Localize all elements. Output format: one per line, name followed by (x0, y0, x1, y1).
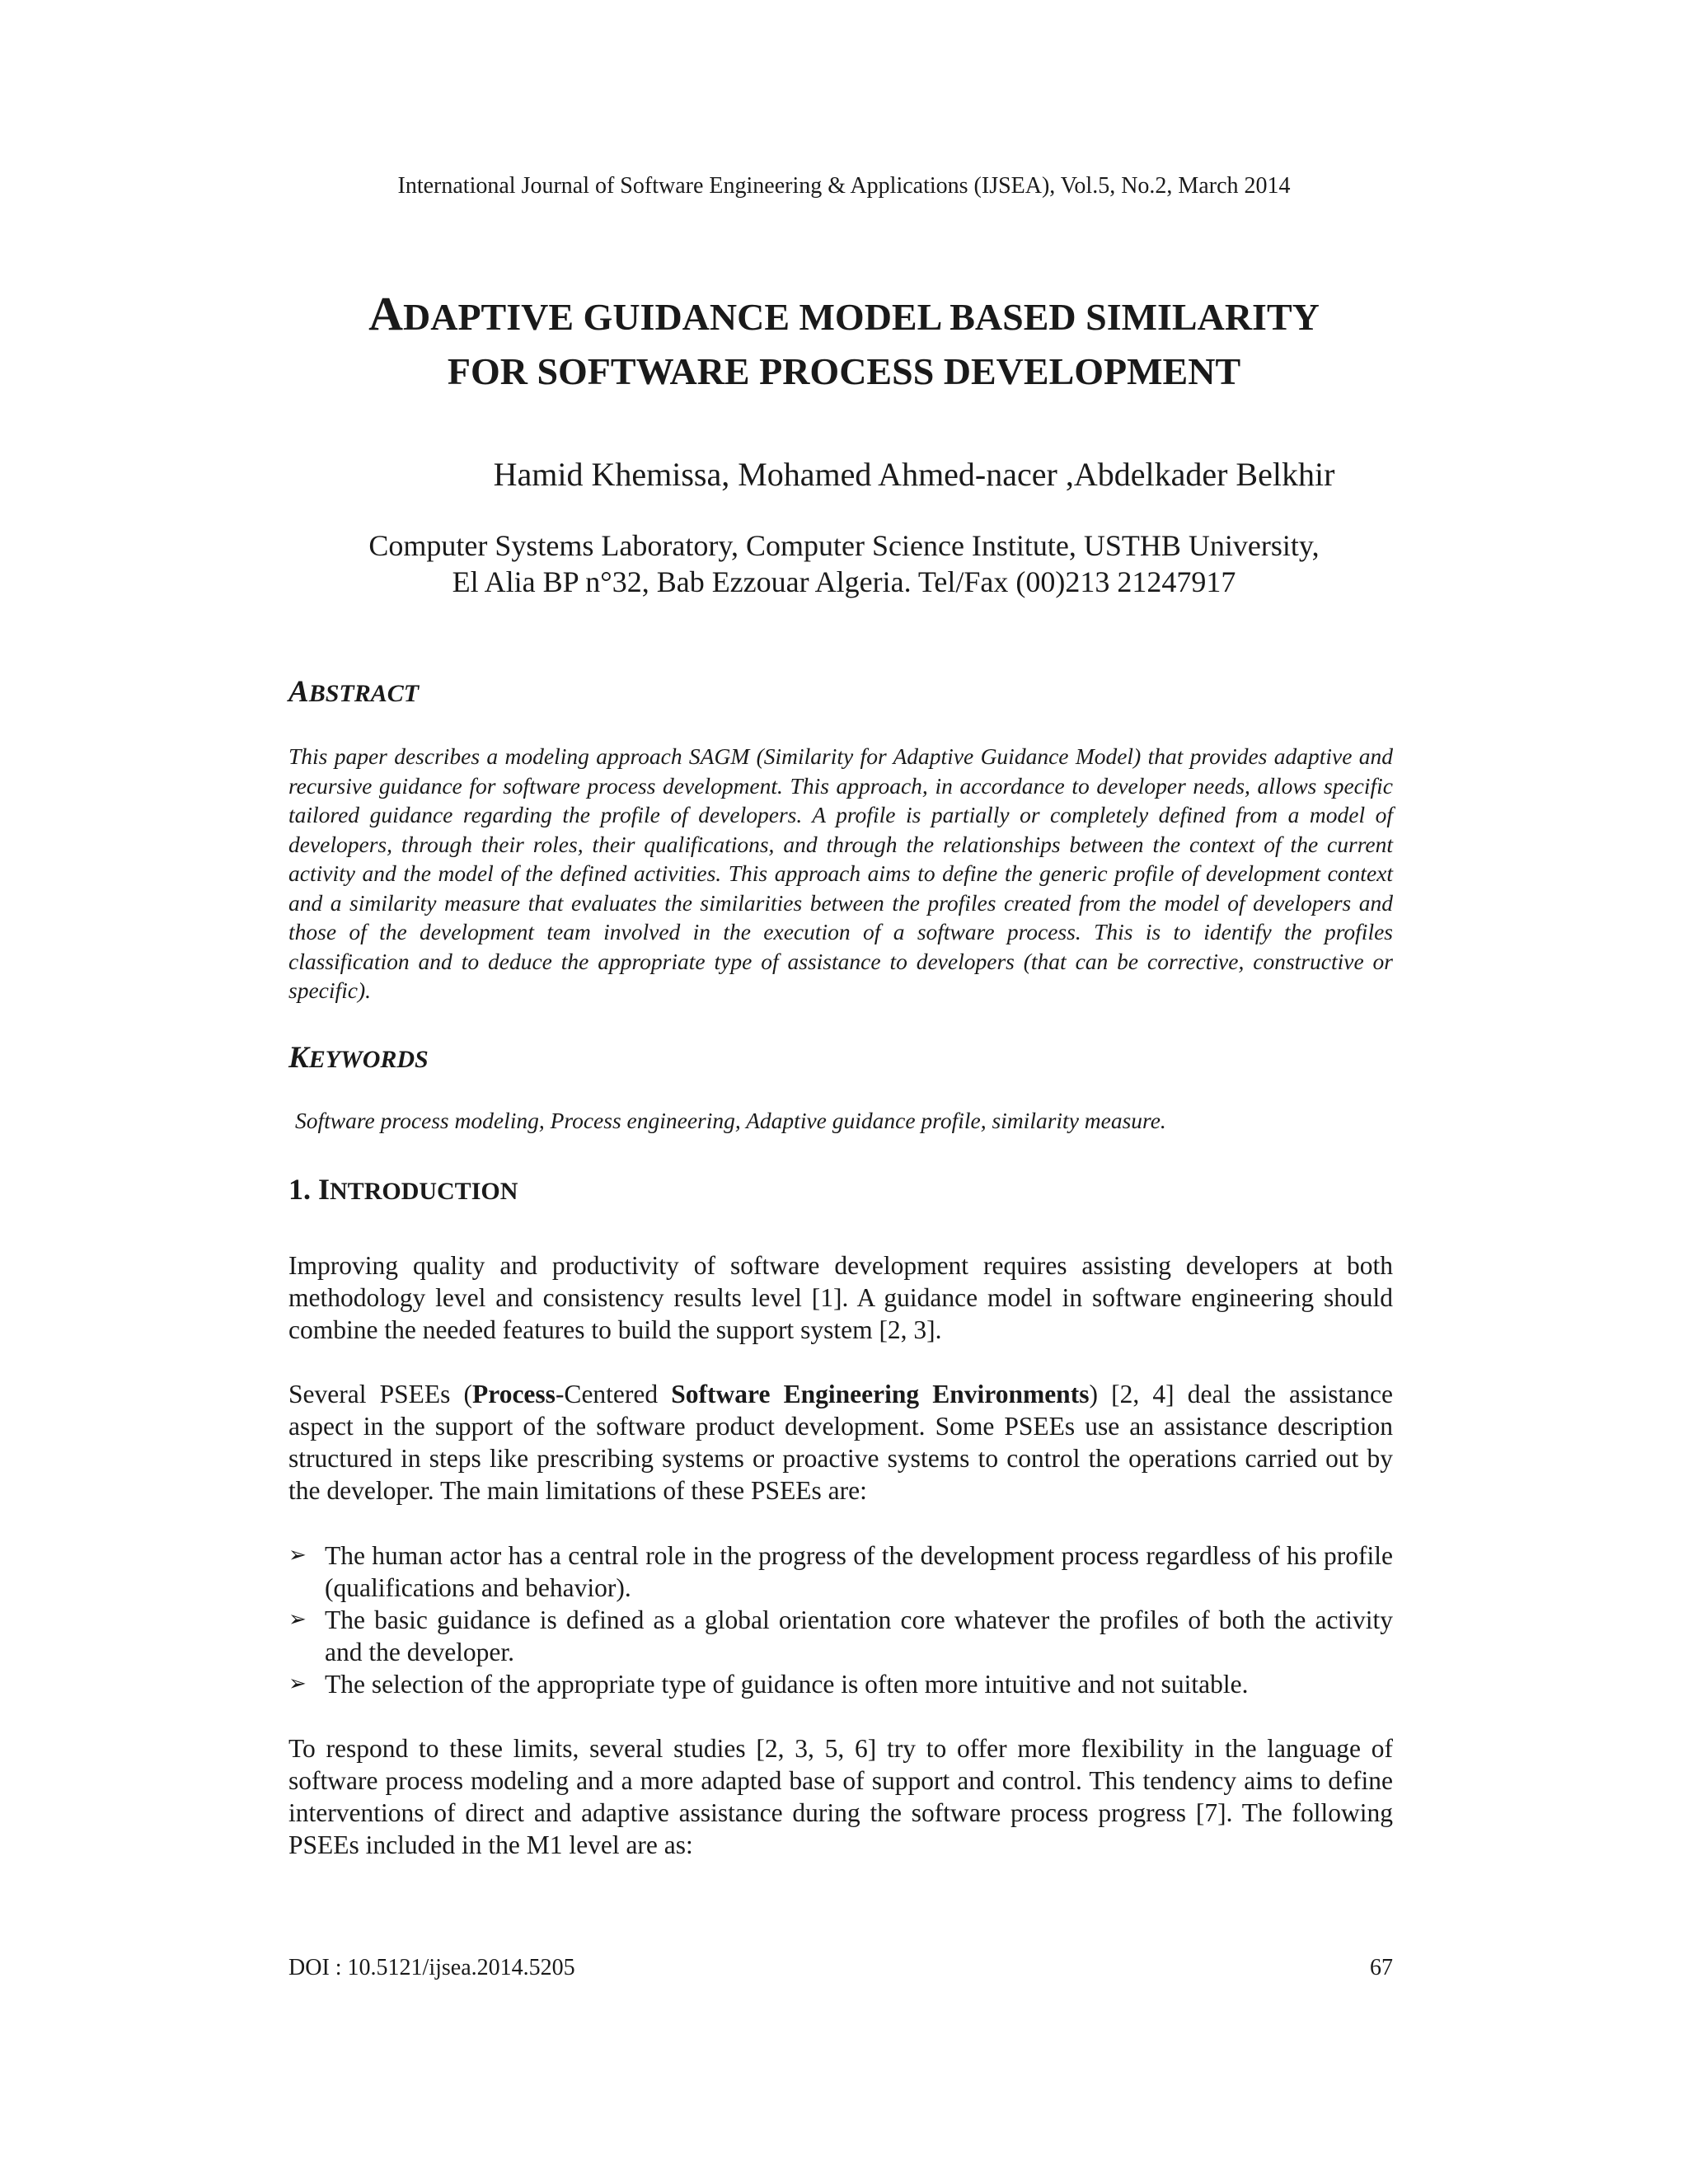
abstract-text: This paper describes a modeling approach SAGM (Similarity for Adaptive Guidance Model) that provides adaptive and recursive guidance for software process development. This approach, in accordance to developer needs, allows specific tailored guidance regarding the profile of developers. A profile is partially or completely defined from a model of developers, through their roles, their qualifications, and through the relationships between the context of the current activity and the model of the defined activities. This approach aims to define the generic profile of development context and a similarity measure that evaluates the similarities between the profiles created from the model of developers and those of the development team involved in the execution of a software process. This is to identify the profiles classification and to deduce the appropriate type of assistance to developers (that can be corrective, constructive or specific). (288, 743, 1393, 1003)
arrow-bullet-icon: ➢ (288, 1607, 307, 1632)
journal-header: International Journal of Software Engineering & Applications (IJSEA), Vol.5, No.2, March 2014 (397, 173, 1291, 199)
affiliation-line-2: El Alia BP n°32, Bab Ezzouar Algeria. Tel/Fax (00)213 21247917 (452, 565, 1236, 598)
p2-part-e: ) [2, 4] deal the assistance aspect in the support of the software product development. Some PSEEs use an assistance description structured in steps like prescribing systems or proactive systems to control the operations carried out by the developer. The main limitations of these PSEEs are: (288, 1380, 1393, 1505)
intro-paragraph-1: Improving quality and productivity of software development requires assisting developers at both methodology level and consistency results level [1]. A guidance model in software engineering should combine the needed features to build the support system [2, 3]. (288, 1251, 1393, 1344)
keywords-heading-text: EYWORDS (308, 1046, 429, 1073)
list-item-text: The basic guidance is defined as a global orientation core whatever the profiles of both the activity and the developer. (325, 1605, 1393, 1666)
intro-paragraph-3: To respond to these limits, several studies [2, 3, 5, 6] try to offer more flexibility in the language of software process modeling and a more adapted base of support and control. This tendency aims to define interventions of direct and adaptive assistance during the software process progress [7]. The following PSEEs included in the M1 level are as: (288, 1734, 1393, 1859)
title-initial: A (368, 287, 404, 340)
list-item (288, 1668, 1393, 1700)
abstract-heading-initial: A (288, 675, 309, 709)
doi: DOI : 10.5121/ijsea.2014.5205 (288, 1955, 575, 1980)
introduction-heading-number: 1. I (288, 1173, 331, 1206)
introduction-heading-text: NTRODUCTION (330, 1178, 518, 1205)
abstract-heading-text: BSTRACT (308, 680, 420, 707)
list-item-text: The selection of the appropriate type of guidance is often more intuitive and not suitable. (325, 1670, 1249, 1699)
keywords-heading-initial: K (288, 1041, 309, 1075)
affiliation-line-1: Computer Systems Laboratory, Computer Science Institute, USTHB University, (368, 529, 1320, 562)
title-line-1-text: DAPTIVE GUIDANCE MODEL BASED SIMILARITY (403, 296, 1320, 338)
p2-part-c: -Centered (555, 1380, 672, 1408)
introduction-heading (288, 1172, 518, 1207)
arrow-bullet-icon: ➢ (288, 1671, 307, 1696)
p2-bold-process: Process (472, 1380, 556, 1408)
list-item (288, 1604, 1393, 1668)
list-item (288, 1540, 1393, 1604)
p2-part-a: Several PSEEs ( (288, 1380, 473, 1408)
intro-paragraph-2 (288, 1378, 1393, 1507)
p2-bold-see: Software Engineering Environments (671, 1380, 1090, 1408)
affiliation (0, 527, 1688, 600)
limitations-list (288, 1540, 1393, 1700)
abstract-heading (288, 674, 419, 710)
paper-title-line-1 (0, 287, 1688, 340)
keywords-text: Software process modeling, Process engineering, Adaptive guidance profile, similarity measure. (295, 1108, 1166, 1133)
keywords-heading (288, 1040, 429, 1076)
authors: Hamid Khemissa, Mohamed Ahmed-nacer ,Abdelkader Belkhir (493, 456, 1335, 493)
paper-title-line-2: FOR SOFTWARE PROCESS DEVELOPMENT (447, 350, 1241, 392)
page-number: 67 (1370, 1955, 1393, 1980)
list-item-text: The human actor has a central role in the progress of the development process regardless of his profile (qualifications and behavior). (325, 1541, 1393, 1602)
arrow-bullet-icon: ➢ (288, 1543, 307, 1568)
